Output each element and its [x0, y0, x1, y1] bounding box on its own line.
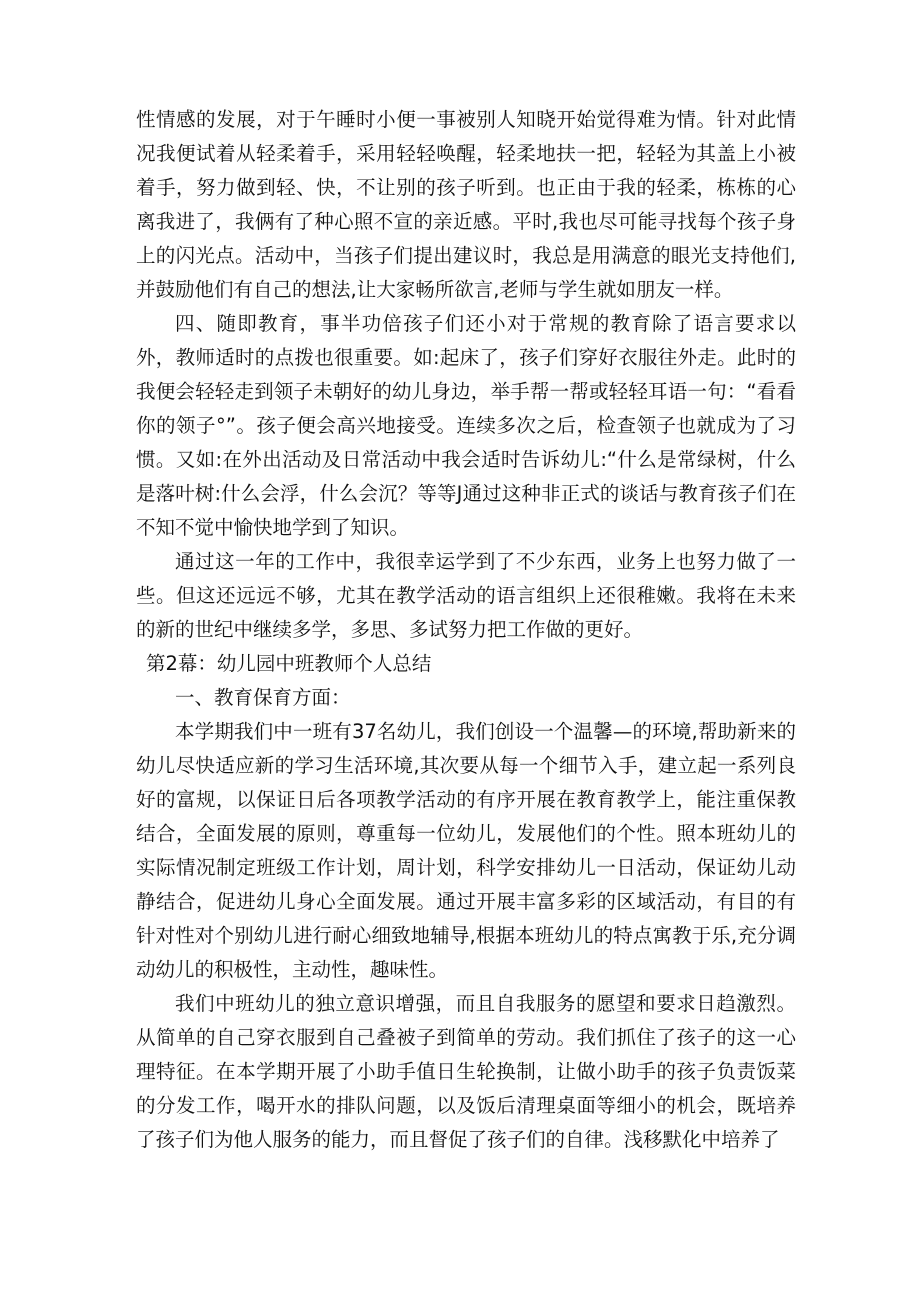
document-body	[136, 103, 796, 1157]
paragraph-1: 性情感的发展，对于午睡时小便一事被别人知晓开始觉得难为情。针对此情况我便试着从轻柔着手，采用轻轻唤醒，轻柔地扶一把，轻轻为其盖上小被着手，努力做到轻、快，不让别的孩子听到。也正由于我的轻柔，栋栋的心离我进了，我俩有了种心照不宣的亲近感。平时,我也尽可能寻找每个孩子身上的闪光点。活动中，当孩子们提出建议时，我总是用满意的眼光支持他们,并鼓励他们有自己的想法,让大家畅所欲言,老师与学生就如朋友一样。	[136, 108, 796, 301]
paragraph-4: 本学期我们中一班有37名幼儿，我们创设一个温馨—的环境,帮助新来的幼儿尽快适应新的学习生活环境,其次要从每一个细节入手，建立起一系列良好的富规，以保证日后各项教学活动的有序开展在教育教学上，能注重保教结合，全面发展的原则，尊重每一位幼儿，发展他们的个性。照本班幼儿的实际情况制定班级工作计划，周计划，科学安排幼儿一日活动，保证幼儿动静结合，促进幼儿身心全面发展。通过开展丰富多彩的区域活动，有目的有针对性对个别幼儿进行耐心细致地辅导,根据本班幼儿的特点寓教于乐,充分调动幼儿的积极性，主动性，趣味性。	[136, 720, 796, 981]
paragraph-3: 通过这一年的工作中，我很幸运学到了不少东西，业务上也努力做了一些。但这还远远不够，尤其在教学活动的语言组织上还很稚嫩。我将在未来的新的世纪中继续多学，多思、多试努力把工作做的更好。	[136, 550, 796, 641]
paragraph-5: 我们中班幼儿的独立意识增强，而且自我服务的愿望和要求日趋激烈。从简单的自己穿衣服到自己叠被子到简单的劳动。我们抓住了孩子的这一心理特征。在本学期开展了小助手值日生轮换制，让做小助手的孩子负责饭菜的分发工作，喝开水的排队问题，以及饭后清理桌面等细小的机会，既培养了孩子们为他人服务的能力，而且督促了孩子们的自律。浅移默化中培养了	[136, 992, 796, 1151]
chapter-title: 第2幕：幼儿园中班教师个人总结	[146, 652, 432, 675]
section-heading: 一、教育保育方面：	[175, 686, 351, 709]
paragraph-2: 四、随即教育，事半功倍孩子们还小对于常规的教育除了语言要求以外，教师适时的点拨也很重要。如:起床了，孩子们穿好衣服往外走。此时的我便会轻轻走到领子未朝好的幼儿身边，举手帮一帮或轻轻耳语一句：“看看你的领子°”。孩子便会高兴地接受。连续多次之后，检查领子也就成为了习惯。又如:在外出活动及日常活动中我会适时告诉幼儿:“什么是常绿树，什么是落叶树:什么会浮，什么会沉？等等J通过这种非正式的谈话与教育孩子们在不知不觉中愉快地学到了知识。	[136, 312, 796, 539]
